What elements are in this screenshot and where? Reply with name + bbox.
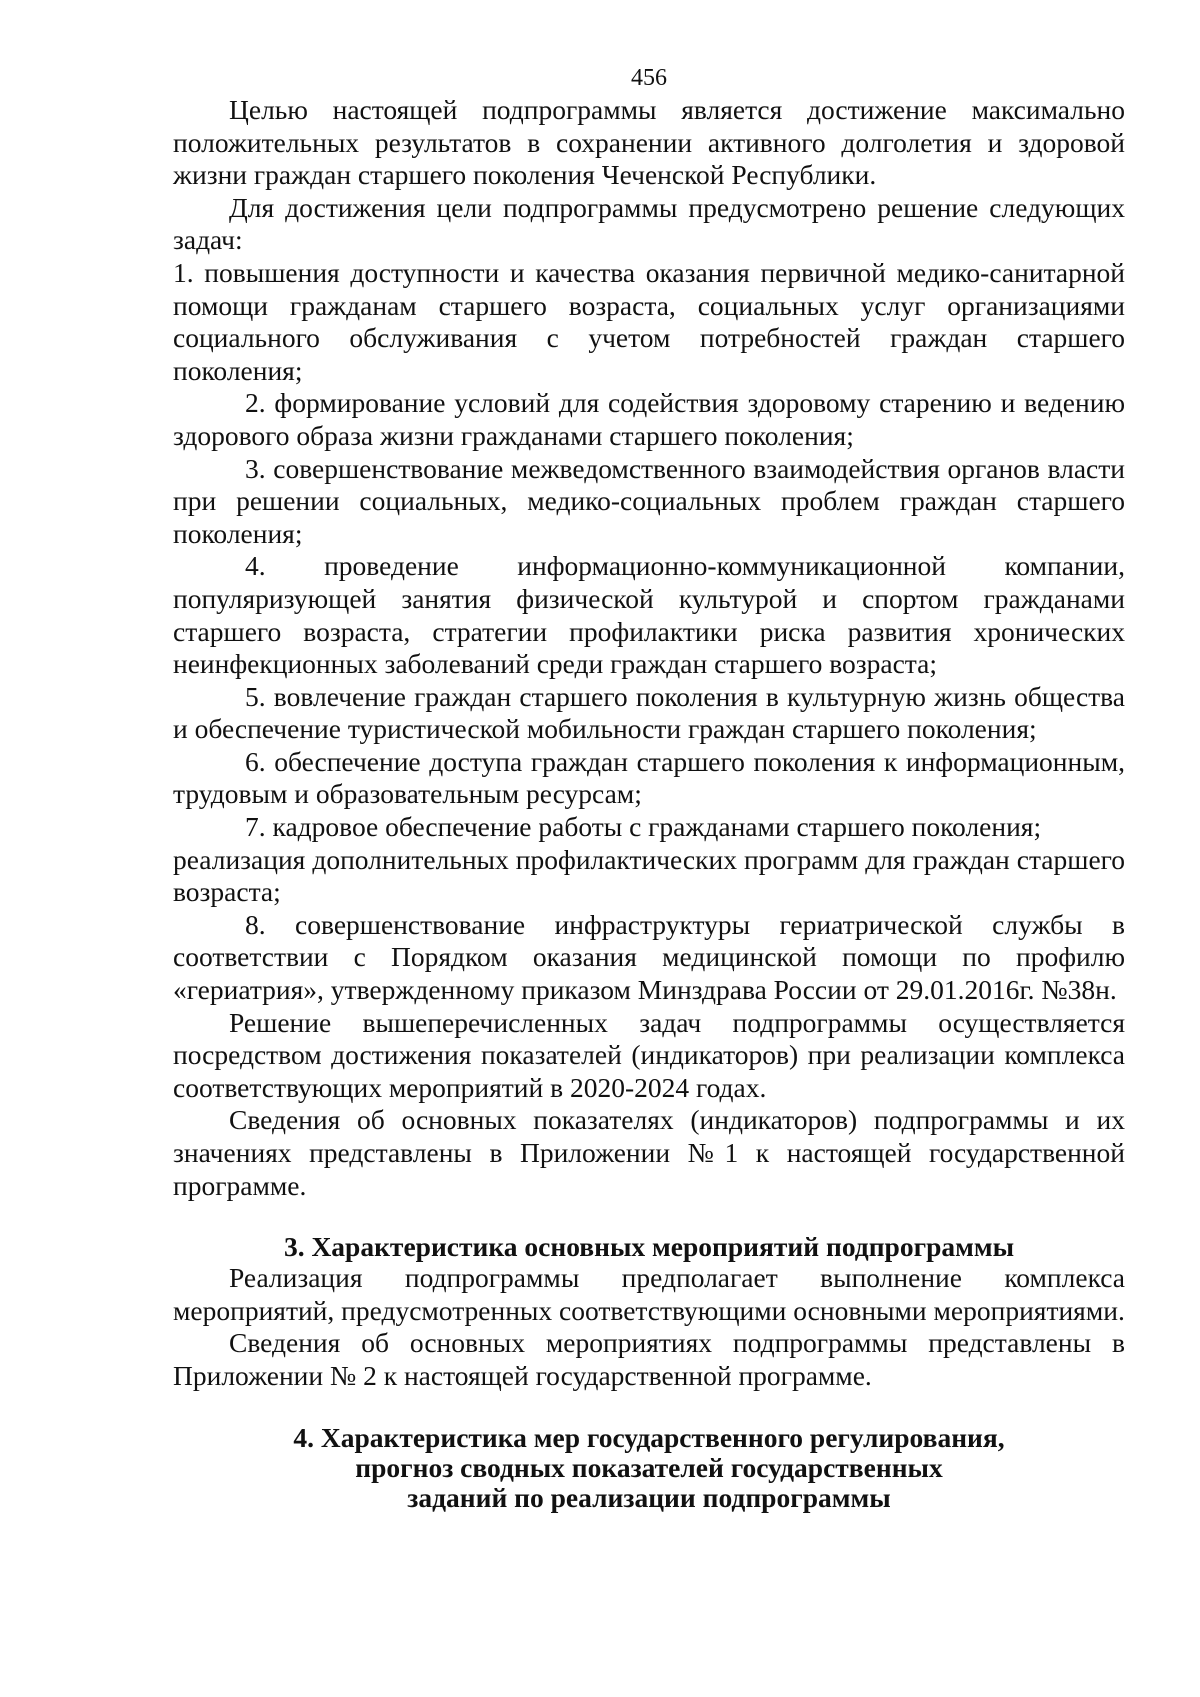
task-item-4: 4. проведение информационно-коммуникационной компании, популяризующей занятия физической культурой и спортом гражданами старшего возраста, стратегии профилактики риска развития хронических неинфекционных заболеваний среди граждан старшего возраста; xyxy=(173,550,1125,680)
section-4-heading-line-2: прогноз сводных показателей государственных xyxy=(355,1451,943,1483)
section-3-heading: 3. Характеристика основных мероприятий подпрограммы xyxy=(283,1231,1015,1263)
task-item-6: 6. обеспечение доступа граждан старшего поколения к информационным, трудовым и образовательным ресурсам; xyxy=(173,745,1125,810)
task-item-5: 5. вовлечение граждан старшего поколения в культурную жизнь общества и обеспечение туристической мобильности граждан старшего поколения; xyxy=(173,680,1125,745)
paragraph-goal: Целью настоящей подпрограммы является достижение максимально положительных результатов в сохранении активного долголетия и здоровой жизни граждан старшего поколения Чеченской Республики. xyxy=(173,94,1125,191)
page-number: 456 xyxy=(631,65,667,91)
document-page xyxy=(173,64,1125,1513)
section-3-paragraph-1: Реализация подпрограммы предполагает выполнение комплекса мероприятий, предусмотренных соответствующими основными мероприятиями. xyxy=(173,1262,1125,1326)
section-4-heading-line-3: заданий по реализации подпрограммы xyxy=(407,1481,891,1513)
task-item-8: 8. совершенствование инфраструктуры гериатрической службы в соответствии с Порядком оказания медицинской помощи по профилю «гериатрия», утвержденному приказом Минздрава России от 29.01.2016г. №38н. xyxy=(173,908,1125,1006)
paragraph-solution: Решение вышеперечисленных задач подпрограммы осуществляется посредством достижения показателей (индикаторов) при реализации комплекса соответствующих мероприятий в 2020-2024 годах. xyxy=(173,1006,1125,1103)
section-3-paragraph-2: Сведения об основных мероприятиях подпрограммы представлены в Приложении № 2 к настоящей государственной программе. xyxy=(173,1327,1125,1391)
section-4-heading xyxy=(173,1423,1125,1513)
task-item-7-continuation: реализация дополнительных профилактических программ для граждан старшего возраста; xyxy=(173,843,1125,908)
section-4-heading-line-1: 4. Характеристика мер государственного регулирования, xyxy=(293,1421,1005,1453)
paragraph-indicators: Сведения об основных показателях (индикаторов) подпрограммы и их значениях представлены в Приложении №1 к настоящей государственной программе. xyxy=(173,1104,1125,1201)
task-item-7: 7. кадровое обеспечение работы с гражданами старшего поколения; xyxy=(245,811,1042,843)
task-item-2: 2. формирование условий для содействия здоровому старению и ведению здорового образа жизни гражданами старшего поколения; xyxy=(173,387,1125,451)
paragraph-tasks-intro: Для достижения цели подпрограммы предусмотрено решение следующих задач: xyxy=(173,191,1125,256)
spacer xyxy=(173,1202,1125,1232)
spacer xyxy=(173,1393,1125,1423)
task-item-1: 1. повышения доступности и качества оказания первичной медико-санитарной помощи гражданам старшего возраста, социальных услуг организациями социального обслуживания с учетом потребностей граждан старшего поколения; xyxy=(173,256,1125,386)
task-item-3: 3. совершенствование межведомственного взаимодействия органов власти при решении социальных, медико-социальных проблем граждан старшего поколения; xyxy=(173,452,1125,549)
